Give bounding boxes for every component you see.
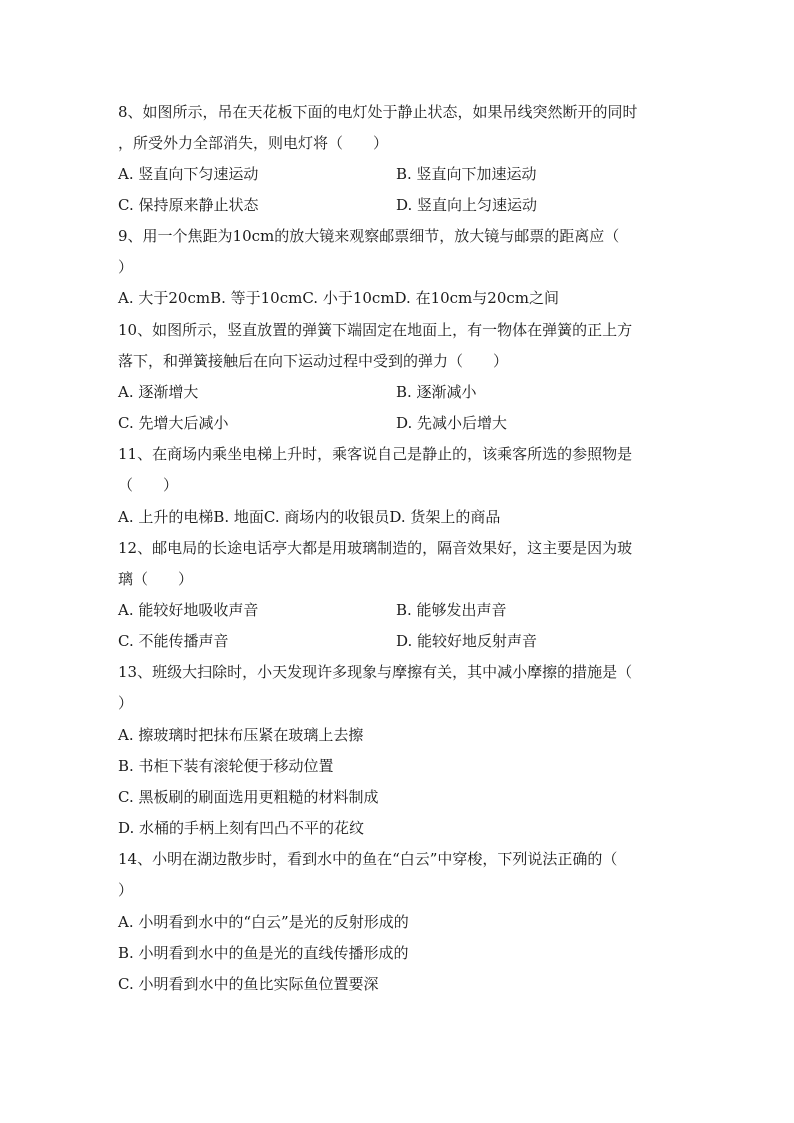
question-12-stem-line-2: 璃（ ） [118, 570, 194, 588]
question-10-option-d: D. 先减小后增大 [396, 414, 508, 432]
question-13-stem-line-1: 13、班级大扫除时，小天发现许多现象与摩擦有关，其中减小摩擦的措施是（ [118, 663, 633, 681]
question-13-option-a: A. 擦玻璃时把抹布压紧在玻璃上去擦 [118, 726, 364, 744]
question-14-option-a: A. 小明看到水中的“白云”是光的反射形成的 [118, 913, 409, 931]
question-10-option-b: B. 逐渐减小 [396, 383, 477, 401]
question-14-stem-line-2: ） [118, 881, 134, 899]
question-8-stem-line-2: ，所受外力全部消失，则电灯将（ ） [118, 134, 389, 152]
question-12-stem-line-1: 12、邮电局的长途电话亭大都是用玻璃制造的，隔音效果好，这主要是因为玻 [118, 539, 633, 557]
question-12-option-b: B. 能够发出声音 [396, 601, 507, 619]
question-14-stem-line-1: 14、小明在湖边散步时，看到水中的鱼在“白云”中穿梭，下列说法正确的（ [118, 850, 618, 868]
question-10-option-a: A. 逐渐增大 [118, 383, 199, 401]
question-8-option-c: C. 保持原来静止状态 [118, 196, 259, 214]
question-11-stem-line-1: 11、在商场内乘坐电梯上升时，乘客说自己是静止的，该乘客所选的参照物是 [118, 445, 633, 463]
question-12-option-a: A. 能较好地吸收声音 [118, 601, 259, 619]
question-14-option-c: C. 小明看到水中的鱼比实际鱼位置要深 [118, 975, 379, 993]
question-13-option-b: B. 书柜下装有滚轮便于移动位置 [118, 757, 334, 775]
question-12-option-d: D. 能较好地反射声音 [396, 632, 538, 650]
question-13-stem-line-2: ） [118, 694, 134, 712]
question-13-option-c: C. 黑板刷的刷面选用更粗糙的材料制成 [118, 788, 379, 806]
question-9-stem-line-1: 9、用一个焦距为10cm的放大镜来观察邮票细节，放大镜与邮票的距离应（ [118, 227, 620, 245]
question-9-options: A. 大于20cmB. 等于10cmC. 小于10cmD. 在10cm与20cm之间 [118, 289, 559, 307]
question-12-option-c: C. 不能传播声音 [118, 632, 229, 650]
question-11-options: A. 上升的电梯B. 地面C. 商场内的收银员D. 货架上的商品 [118, 508, 501, 526]
question-8-option-a: A. 竖直向下匀速运动 [118, 165, 259, 183]
question-8-option-b: B. 竖直向下加速运动 [396, 165, 537, 183]
question-9-stem-line-2: ） [118, 258, 134, 276]
question-10-stem-line-1: 10、如图所示，竖直放置的弹簧下端固定在地面上，有一物体在弹簧的正上方 [118, 321, 633, 339]
question-10-stem-line-2: 落下，和弹簧接触后在向下运动过程中受到的弹力（ ） [118, 352, 509, 370]
question-8-stem-line-1: 8、如图所示，吊在天花板下面的电灯处于静止状态，如果吊线突然断开的同时 [118, 103, 638, 121]
question-13-option-d: D. 水桶的手柄上刻有凹凸不平的花纹 [118, 819, 365, 837]
question-10-option-c: C. 先增大后减小 [118, 414, 229, 432]
question-11-stem-line-2: （ ） [118, 476, 179, 494]
question-14-option-b: B. 小明看到水中的鱼是光的直线传播形成的 [118, 944, 409, 962]
question-8-option-d: D. 竖直向上匀速运动 [396, 196, 538, 214]
